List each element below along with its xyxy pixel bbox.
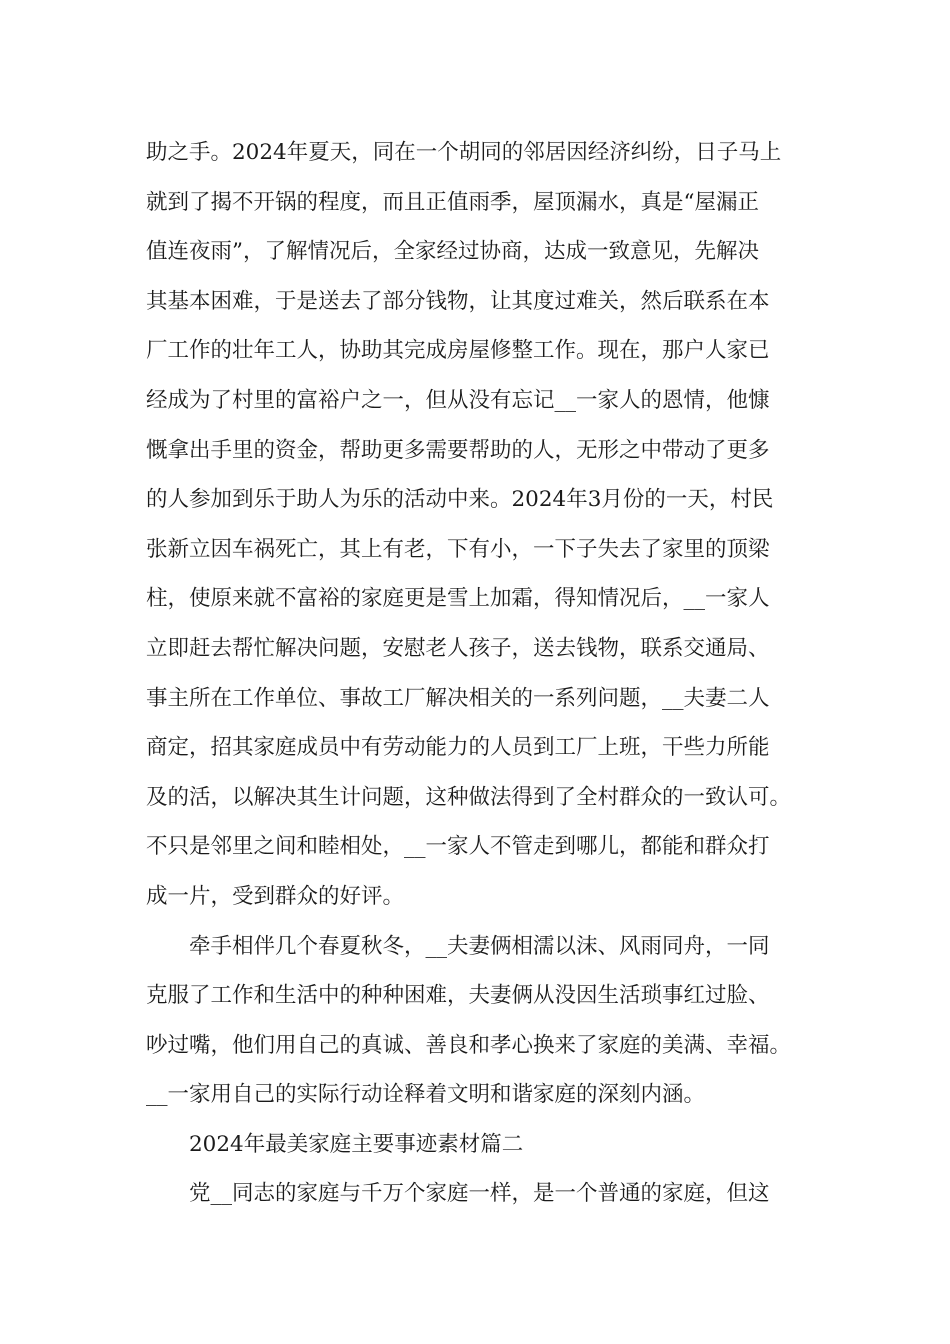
text-line: 克服了工作和生活中的种种困难，夫妻俩从没因生活琐事红过脸、 [146, 983, 770, 1009]
text-line: 的人参加到乐于助人为乐的活动中来。2024年3月份的一天，村民 [146, 487, 774, 513]
text-line: 牵手相伴几个春夏秋冬，__夫妻俩相濡以沫、风雨同舟，一同 [189, 933, 770, 959]
text-line: 2024年最美家庭主要事迹素材篇二 [189, 1131, 524, 1157]
document-body [146, 128, 806, 1219]
text-line: 党__同志的家庭与千万个家庭一样，是一个普通的家庭，但这 [189, 1181, 770, 1207]
text-line: 柱，使原来就不富裕的家庭更是雪上加霜，得知情况后，__一家人 [146, 586, 770, 612]
text-line: 值连夜雨”，了解情况后，全家经过协商，达成一致意见，先解决 [146, 239, 759, 265]
text-line: 慨拿出手里的资金，帮助更多需要帮助的人，无形之中带动了更多 [146, 437, 770, 463]
text-line: 张新立因车祸死亡，其上有老，下有小，一下子失去了家里的顶梁 [146, 536, 770, 562]
text-line: 厂工作的壮年工人，协助其完成房屋修整工作。现在，那户人家已 [146, 338, 770, 364]
text-line: 事主所在工作单位、事故工厂解决相关的一系列问题，__夫妻二人 [146, 685, 770, 711]
text-line: 吵过嘴，他们用自己的真诚、善良和孝心换来了家庭的美满、幸福。 [146, 1032, 792, 1058]
text-line: 及的活，以解决其生计问题，这种做法得到了全村群众的一致认可。 [146, 784, 792, 810]
text-line: 商定，招其家庭成员中有劳动能力的人员到工厂上班，干些力所能 [146, 735, 770, 761]
text-line: 成一片，受到群众的好评。 [146, 883, 405, 909]
text-line: __一家用自己的实际行动诠释着文明和谐家庭的深刻内涵。 [146, 1082, 706, 1108]
text-line: 经成为了村里的富裕户之一，但从没有忘记__一家人的恩情，他慷 [146, 387, 770, 413]
text-line: 不只是邻里之间和睦相处，__一家人不管走到哪儿，都能和群众打 [146, 834, 770, 860]
text-line: 助之手。2024年夏天，同在一个胡同的邻居因经济纠纷，日子马上 [146, 140, 782, 165]
text-line: 就到了揭不开锅的程度，而且正值雨季，屋顶漏水，真是“屋漏正 [146, 189, 759, 215]
text-line: 其基本困难，于是送去了部分钱物，让其度过难关，然后联系在本 [146, 288, 770, 314]
text-line: 立即赶去帮忙解决问题，安慰老人孩子，送去钱物，联系交通局、 [146, 635, 770, 661]
